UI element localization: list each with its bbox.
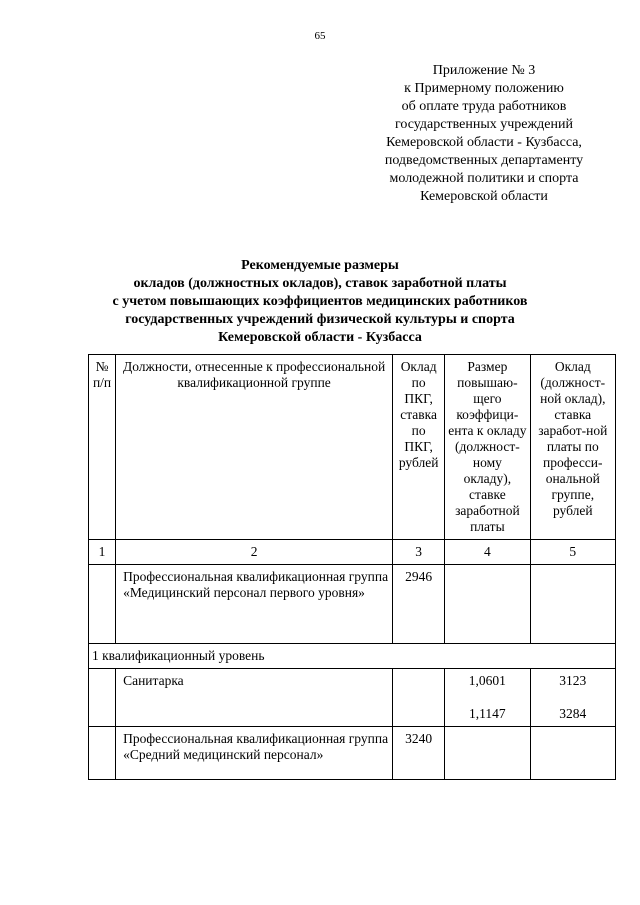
header-number: № п/п — [89, 355, 116, 540]
empty-cell — [393, 669, 445, 727]
position-name: Санитарка — [116, 669, 393, 727]
column-number: 2 — [116, 540, 393, 565]
column-number: 1 — [89, 540, 116, 565]
row-number-cell — [89, 727, 116, 780]
empty-cell — [445, 727, 530, 780]
title-line: с учетом повышающих коэффициентов медицинских работников — [112, 294, 528, 309]
table-row — [89, 644, 616, 669]
group-name: Профессиональная квалификационная группа «Средний медицинский персонал» — [116, 727, 393, 780]
group-salary: 2946 — [393, 565, 445, 644]
appendix-line: Кемеровской области - Кузбасса, — [386, 135, 582, 150]
appendix-line: Приложение № 3 — [432, 63, 536, 78]
column-numbers-row — [89, 540, 616, 565]
title-line: Рекомендуемые размеры — [241, 258, 399, 273]
column-number: 4 — [445, 540, 530, 565]
appendix-header — [368, 62, 600, 206]
salary-value: 3284 — [559, 706, 587, 721]
coefficient-value: 1,1147 — [469, 706, 506, 721]
header-coefficient: Размер повышаю-щего коэффици-ента к окладу (должност-ному окладу), ставке заработной платы — [445, 355, 530, 540]
group-name: Профессиональная квалификационная группа «Медицинский персонал первого уровня» — [116, 565, 393, 644]
header-final-salary: Оклад (должност-ной оклад), ставка заработ-ной платы по професси-ональной группе, рублей — [530, 355, 615, 540]
row-number-cell — [89, 669, 116, 727]
appendix-line: Кемеровской области — [420, 189, 548, 204]
appendix-line: государственных учреждений — [395, 117, 573, 132]
qualification-level: 1 квалификационный уровень — [89, 644, 616, 669]
salary-values — [530, 669, 615, 727]
title-line: Кемеровской области - Кузбасса — [218, 330, 422, 345]
appendix-line: молодежной политики и спорта — [389, 171, 579, 186]
coefficient-values — [445, 669, 530, 727]
column-number: 5 — [530, 540, 615, 565]
coefficient-value: 1,0601 — [468, 673, 506, 688]
title-line: государственных учреждений физической культуры и спорта — [125, 312, 515, 327]
table-row — [89, 669, 616, 727]
salary-value: 3123 — [559, 673, 587, 688]
group-salary: 3240 — [393, 727, 445, 780]
appendix-line: об оплате труда работников — [401, 99, 567, 114]
appendix-line: к Примерному положению — [404, 81, 564, 96]
empty-cell — [530, 565, 615, 644]
header-positions: Должности, отнесенные к профессиональной квалификационной группе — [116, 355, 393, 540]
column-number: 3 — [393, 540, 445, 565]
title-line: окладов (должностных окладов), ставок заработной платы — [133, 276, 507, 291]
table-header-row — [89, 355, 616, 540]
salary-table — [88, 354, 616, 780]
table-row — [89, 727, 616, 780]
appendix-line: подведомственных департаменту — [384, 153, 584, 168]
header-base-salary: Оклад по ПКГ, ставка по ПКГ, рублей — [393, 355, 445, 540]
table-row — [89, 565, 616, 644]
page-number: 65 — [314, 30, 326, 42]
document-title — [0, 257, 640, 347]
empty-cell — [445, 565, 530, 644]
empty-cell — [530, 727, 615, 780]
row-number-cell — [89, 565, 116, 644]
